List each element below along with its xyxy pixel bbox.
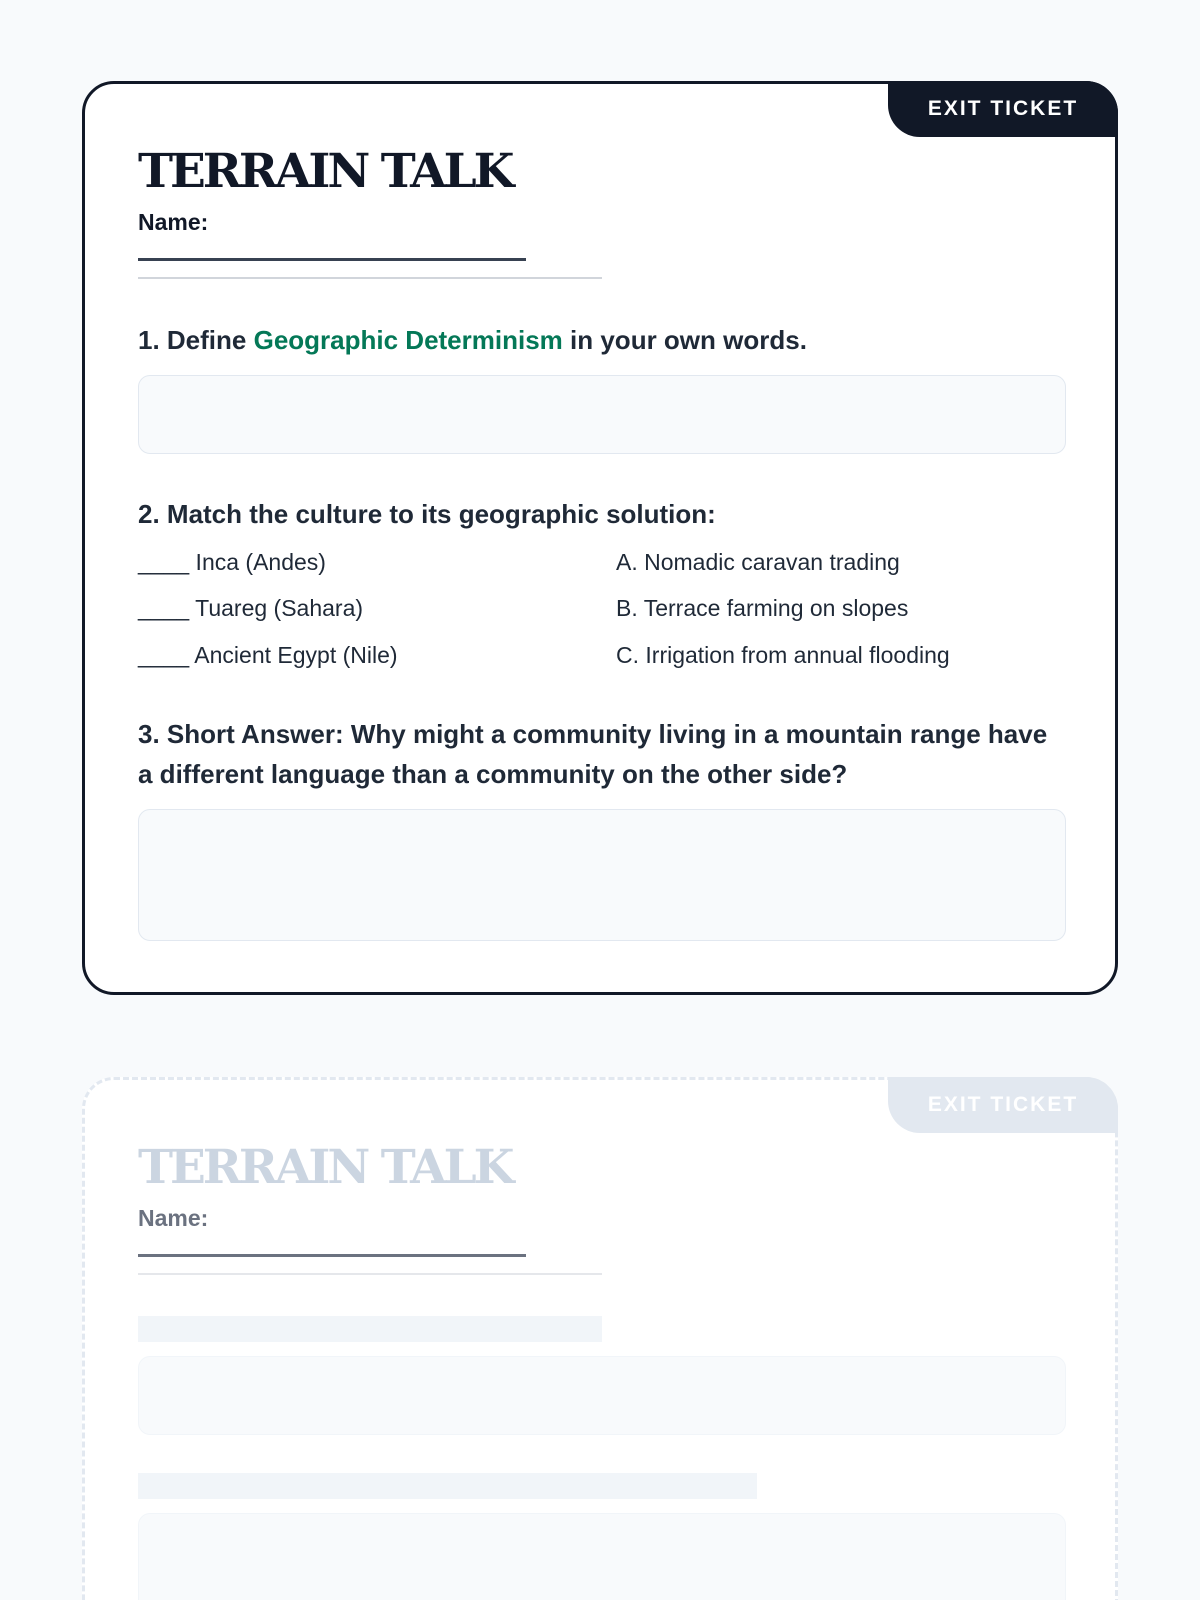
- exit-ticket-card-placeholder: [82, 1077, 1118, 1600]
- question-2: 2. Match the culture to its geographic solution:: [138, 499, 716, 529]
- name-blank-line: [138, 1254, 526, 1257]
- match-option-a: A. Nomadic caravan trading: [616, 549, 900, 575]
- match-option-c: C. Irrigation from annual flooding: [616, 642, 950, 668]
- skeleton-text-bar: [138, 1473, 757, 1499]
- name-label: Name:: [138, 209, 209, 235]
- question-3-answer-box[interactable]: [138, 809, 1066, 941]
- match-item-inca: ____ Inca (Andes): [138, 549, 326, 575]
- match-item-tuareg: ____ Tuareg (Sahara): [138, 595, 364, 621]
- ticket-title: TERRAIN TALK: [138, 144, 512, 199]
- name-blank-line[interactable]: [138, 258, 526, 261]
- exit-ticket-tab: EXIT TICKET: [888, 1077, 1118, 1133]
- exit-ticket-card: [82, 81, 1118, 995]
- match-item-egypt: ____ Ancient Egypt (Nile): [138, 642, 398, 668]
- skeleton-answer-box: [138, 1356, 1066, 1435]
- question-1-term: Geographic Determinism: [253, 325, 563, 355]
- match-option-b: B. Terrace farming on slopes: [616, 595, 909, 621]
- exit-ticket-tab: EXIT TICKET: [888, 81, 1118, 137]
- question-1-answer-box[interactable]: [138, 375, 1066, 454]
- name-divider: [138, 277, 602, 279]
- question-1-suffix: in your own words.: [562, 325, 807, 355]
- skeleton-answer-box: [138, 1513, 1066, 1600]
- name-divider: [138, 1273, 602, 1275]
- skeleton-text-bar: [138, 1316, 602, 1342]
- question-1: [138, 320, 1062, 360]
- question-1-prefix: 1. Define: [138, 325, 254, 355]
- name-label: Name:: [138, 1205, 209, 1231]
- question-3: 3. Short Answer: Why might a community living in a mountain range have a different language than a community on the other side?: [138, 719, 1048, 789]
- ticket-title: TERRAIN TALK: [138, 1140, 512, 1195]
